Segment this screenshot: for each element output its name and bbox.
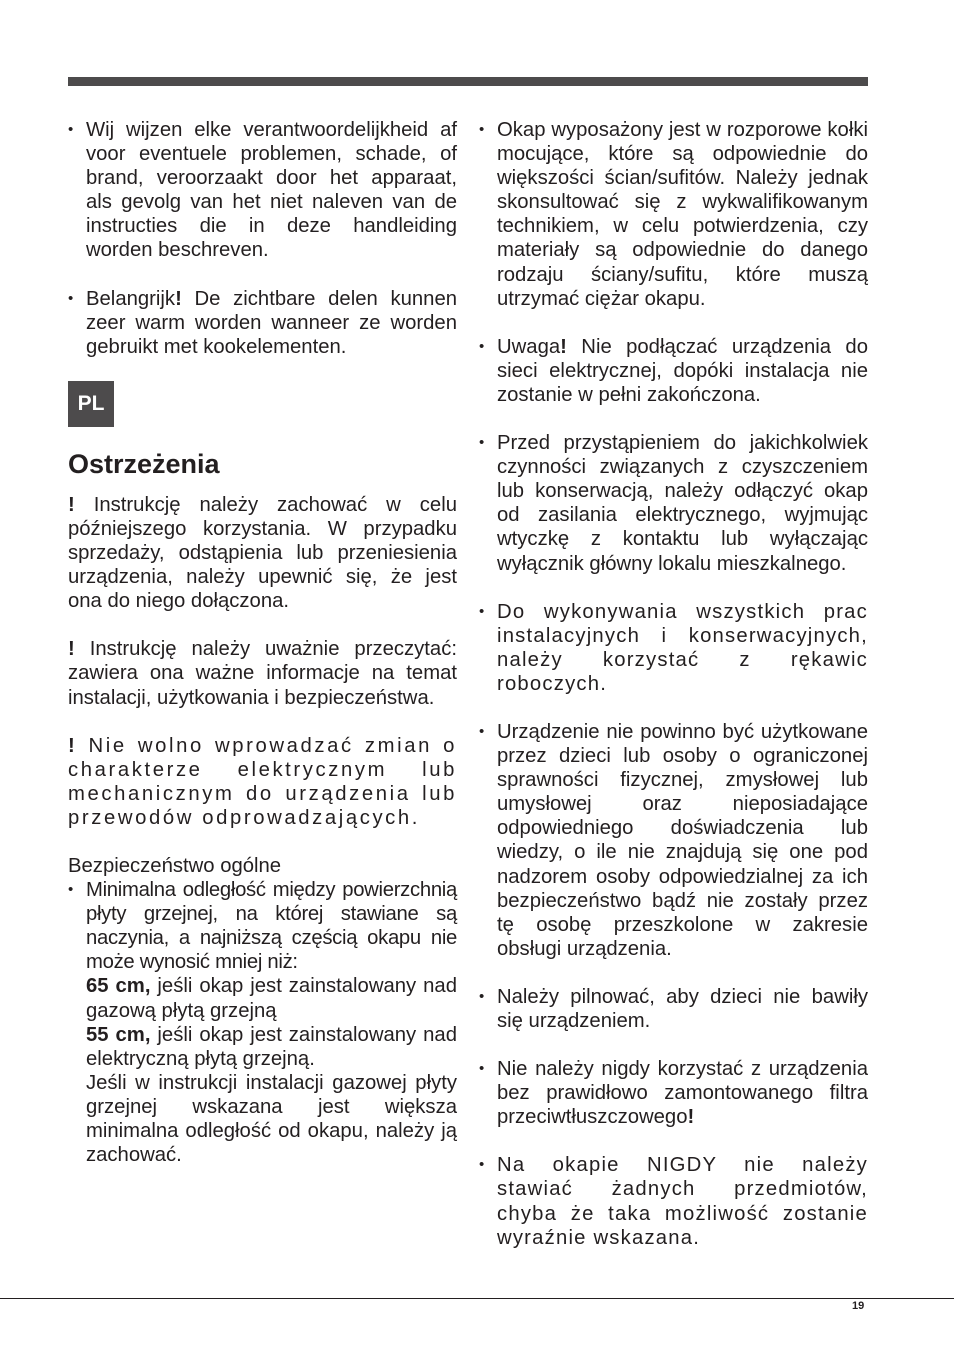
list-item-text: De zichtbare delen kunnen zeer warm worden wanneer ze worden gebruikt met kookelementen. xyxy=(86,287,457,358)
exclamation-icon: ! xyxy=(68,734,78,757)
list-item-min-distance xyxy=(68,878,457,1167)
footer-rule xyxy=(0,1298,954,1299)
distance-intro: Minimalna odległość między powierzchnią płyty grzejnej, na której stawiane są naczynia, a najniższą częścią okapu nie może wynosić mniej niż: xyxy=(86,879,457,974)
exclamation-icon: ! xyxy=(687,1106,695,1129)
list-item-nl-important xyxy=(68,287,457,359)
list-item-disconnect-before-cleaning: • Przed przystąpieniem do jakichkolwiek czynności związanych z czyszczeniem lub konserwacją, należy odłączyć okap od zasilania elektrycznego, wyjmując wtyczkę z kontaktu lub wyłączając wyłącznik główny lokalu mieszkalnego. xyxy=(479,432,868,575)
gas-distance-value: 65 cm, xyxy=(86,975,151,998)
exclamation-icon: ! xyxy=(560,335,567,358)
list-item-do-not-connect: • Uwaga! Nie podłączać urządzenia do sieci elektrycznej, dopóki instalacja nie zostanie w pełni zakończona. xyxy=(479,335,868,406)
exclamation-icon: ! xyxy=(68,493,75,516)
electric-distance: 55 cm, jeśli okap jest zainstalowany nad elektryczną płytą grzejną. xyxy=(86,1023,457,1070)
bullet-icon: • xyxy=(68,289,74,307)
list-item-grease-filter: • Nie należy nigdy korzystać z urządzenia bez prawidłowo zamontowanego filtra przeciwtłuszczowego! xyxy=(479,1058,868,1129)
bullet-icon: • xyxy=(68,121,74,138)
lead-word: Uwaga xyxy=(497,335,561,358)
list-item-nl-liability xyxy=(68,118,457,263)
bullet-icon: • xyxy=(68,881,74,899)
language-badge: PL xyxy=(68,381,114,427)
page-number: 19 xyxy=(852,1300,865,1312)
section-title: Ostrzeżenia xyxy=(68,448,220,479)
list-item-no-objects: • Na okapie NIGDY nie należy stawiać żadnych przedmiotów, chyba że taka możliwość zostanie wyraźnie wskazana. xyxy=(479,1154,868,1249)
exclamation-icon: ! xyxy=(68,638,75,661)
warning-paragraph: ! Instrukcję należy zachować w celu późniejszego korzystania. W przypadku sprzedaży, odstąpienia lub przeniesienia urządzenia, należy upewnić się, że jest ona do niego dołączona. xyxy=(68,493,457,613)
electric-distance-value: 55 cm, xyxy=(86,1023,151,1046)
left-column xyxy=(68,118,457,1167)
bullet-icon: • xyxy=(479,337,485,355)
right-column xyxy=(479,118,868,1250)
list-item-children-play: • Należy pilnować, aby dzieci nie bawiły się urządzeniem. xyxy=(479,985,868,1032)
bullet-icon: • xyxy=(479,1156,486,1174)
distance-note: Jeśli w instrukcji instalacji gazowej płyty grzejnej wskazana jest większa minimalna odległość od okapu, należy ją zachować. xyxy=(86,1071,457,1167)
lead-word: Belangrijk xyxy=(86,287,176,310)
bullet-icon: • xyxy=(479,1060,485,1078)
warning-paragraph: ! Nie wolno wprowadzać zmian o charakterze elektrycznym lub mechanicznym do urządzenia lub przewodów odprowadzających. xyxy=(68,734,457,829)
bullet-icon: • xyxy=(479,602,486,620)
list-item-gloves: • Do wykonywania wszystkich prac instalacyjnych i konserwacyjnych, należy korzystać z rękawic roboczych. xyxy=(479,600,868,695)
list-item-text: Wij wijzen elke verantwoordelijkheid af voor eventuele problemen, schade, of brand, veroorzaakt door het apparaat, als gevolg van het niet naleven van de instructies die in deze handleiding worden beschreven. xyxy=(86,119,457,262)
bullet-icon: • xyxy=(479,121,485,138)
list-item-children-restricted: • Urządzenie nie powinno być użytkowane przez dzieci lub osoby o ograniczonej sprawności fizycznej, zmysłowej lub umysłowej oraz nieposiadające odpowiedniego doświadczenia lub wiedzy, o ile nie znajdują się one pod nadzorem osoby odpowiedzialnej za ich bezpieczeństwo bądź nie zostały przez tę osobę przeszkolone w zakresie obsługi urządzenia. xyxy=(479,720,868,960)
header-bar xyxy=(68,77,868,86)
exclamation-icon: ! xyxy=(175,287,182,310)
bullet-icon: • xyxy=(479,722,485,740)
warning-paragraph: ! Instrukcję należy uważnie przeczytać: zawiera ona ważne informacje na temat instalacji, użytkowania i bezpieczeństwa. xyxy=(68,638,457,709)
gas-distance: 65 cm, jeśli okap jest zainstalowany nad gazową płytą grzejną xyxy=(86,975,457,1022)
list-item-wall-plugs: • Okap wyposażony jest w rozporowe kołki mocujące, które są odpowiednie do większości ścian/sufitów. Należy jednak skonsultować się z wykwalifikowanym technikiem, w celu potwierdzenia, czy materiały są odpowiednie do danego rodzaju ściany/sufitu, które muszą utrzymać ciężar okapu. xyxy=(479,119,868,310)
bullet-icon: • xyxy=(479,434,485,452)
subsection-title: Bezpieczeństwo ogólne xyxy=(68,854,282,877)
bullet-icon: • xyxy=(479,987,485,1005)
